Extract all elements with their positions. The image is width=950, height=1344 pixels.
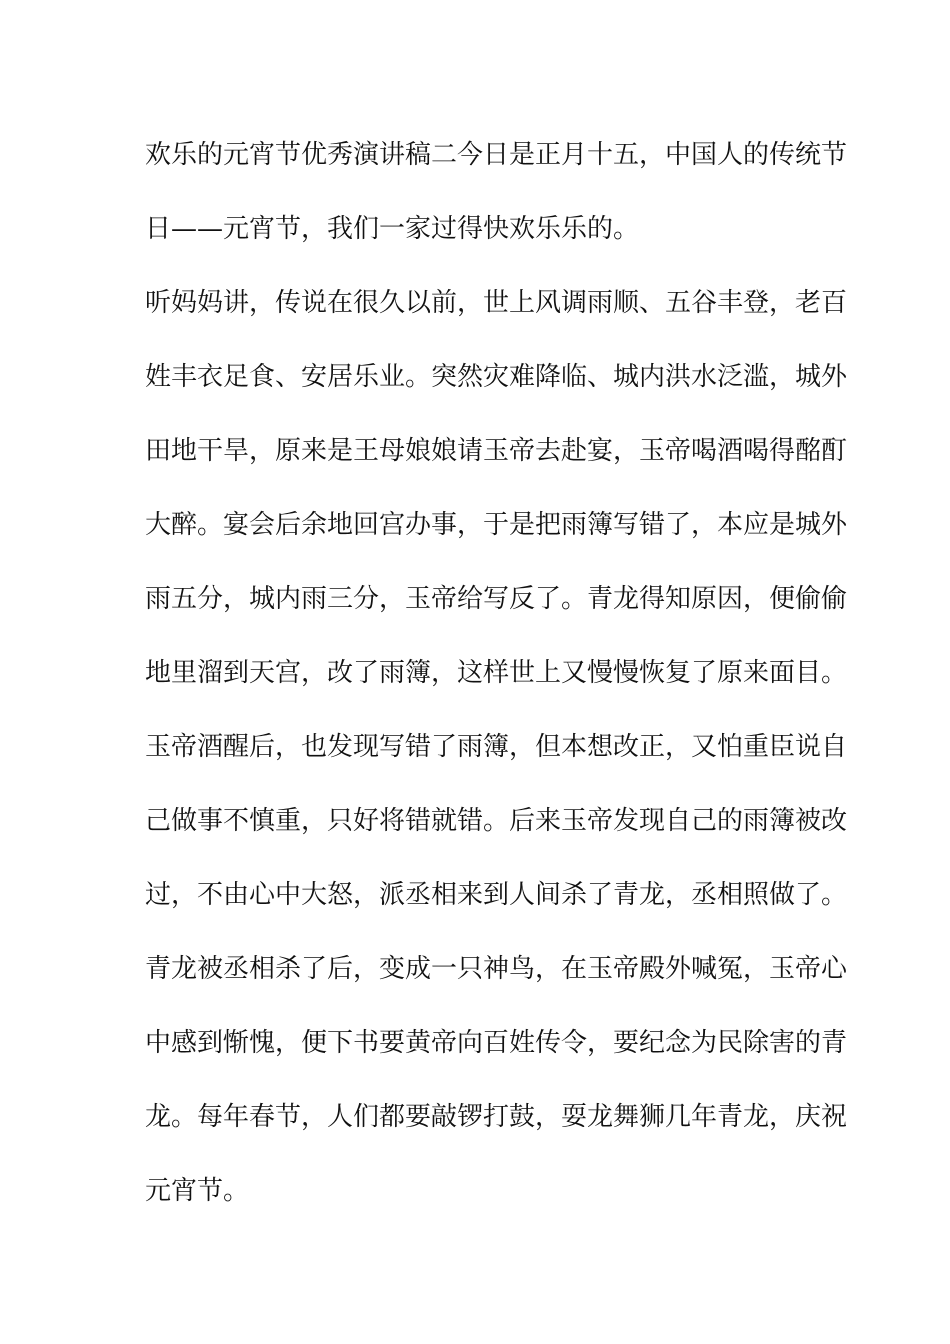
text-line-5: 田地干旱，原来是王母娘娘请玉帝去赴宴，玉帝喝酒喝得酩酊 — [145, 436, 848, 466]
text-line-14: 龙。每年春节，人们都要敲锣打鼓，耍龙舞狮几年青龙，庆祝 — [145, 1102, 848, 1132]
speech-text — [145, 130, 848, 1240]
text-line-1: 欢乐的元宵节优秀演讲稿二今日是正月十五，中国人的传统节 — [145, 140, 848, 170]
text-line-7: 雨五分，城内雨三分，玉帝给写反了。青龙得知原因，便偷偷 — [145, 584, 848, 614]
text-line-2: 日——元宵节，我们一家过得快欢乐乐的。 — [145, 214, 640, 244]
text-line-11: 过，不由心中大怒，派丞相来到人间杀了青龙，丞相照做了。 — [145, 880, 848, 910]
text-line-8: 地里溜到天宫，改了雨簿，这样世上又慢慢恢复了原来面目。 — [145, 658, 848, 688]
text-line-15: 元宵节。 — [145, 1176, 250, 1206]
text-line-3: 听妈妈讲，传说在很久以前，世上风调雨顺、五谷丰登，老百 — [145, 288, 848, 318]
text-line-13: 中感到惭愧，便下书要黄帝向百姓传令，要纪念为民除害的青 — [145, 1028, 848, 1058]
text-line-6: 大醉。宴会后余地回宫办事，于是把雨簿写错了，本应是城外 — [145, 510, 848, 540]
text-line-12: 青龙被丞相杀了后，变成一只神鸟，在玉帝殿外喊冤，玉帝心 — [145, 954, 848, 984]
text-line-9: 玉帝酒醒后，也发现写错了雨簿，但本想改正，又怕重臣说自 — [145, 732, 848, 762]
text-line-4: 姓丰衣足食、安居乐业。突然灾难降临、城内洪水泛滥，城外 — [145, 362, 848, 392]
text-line-10: 己做事不慎重，只好将错就错。后来玉帝发现自己的雨簿被改 — [145, 806, 848, 836]
